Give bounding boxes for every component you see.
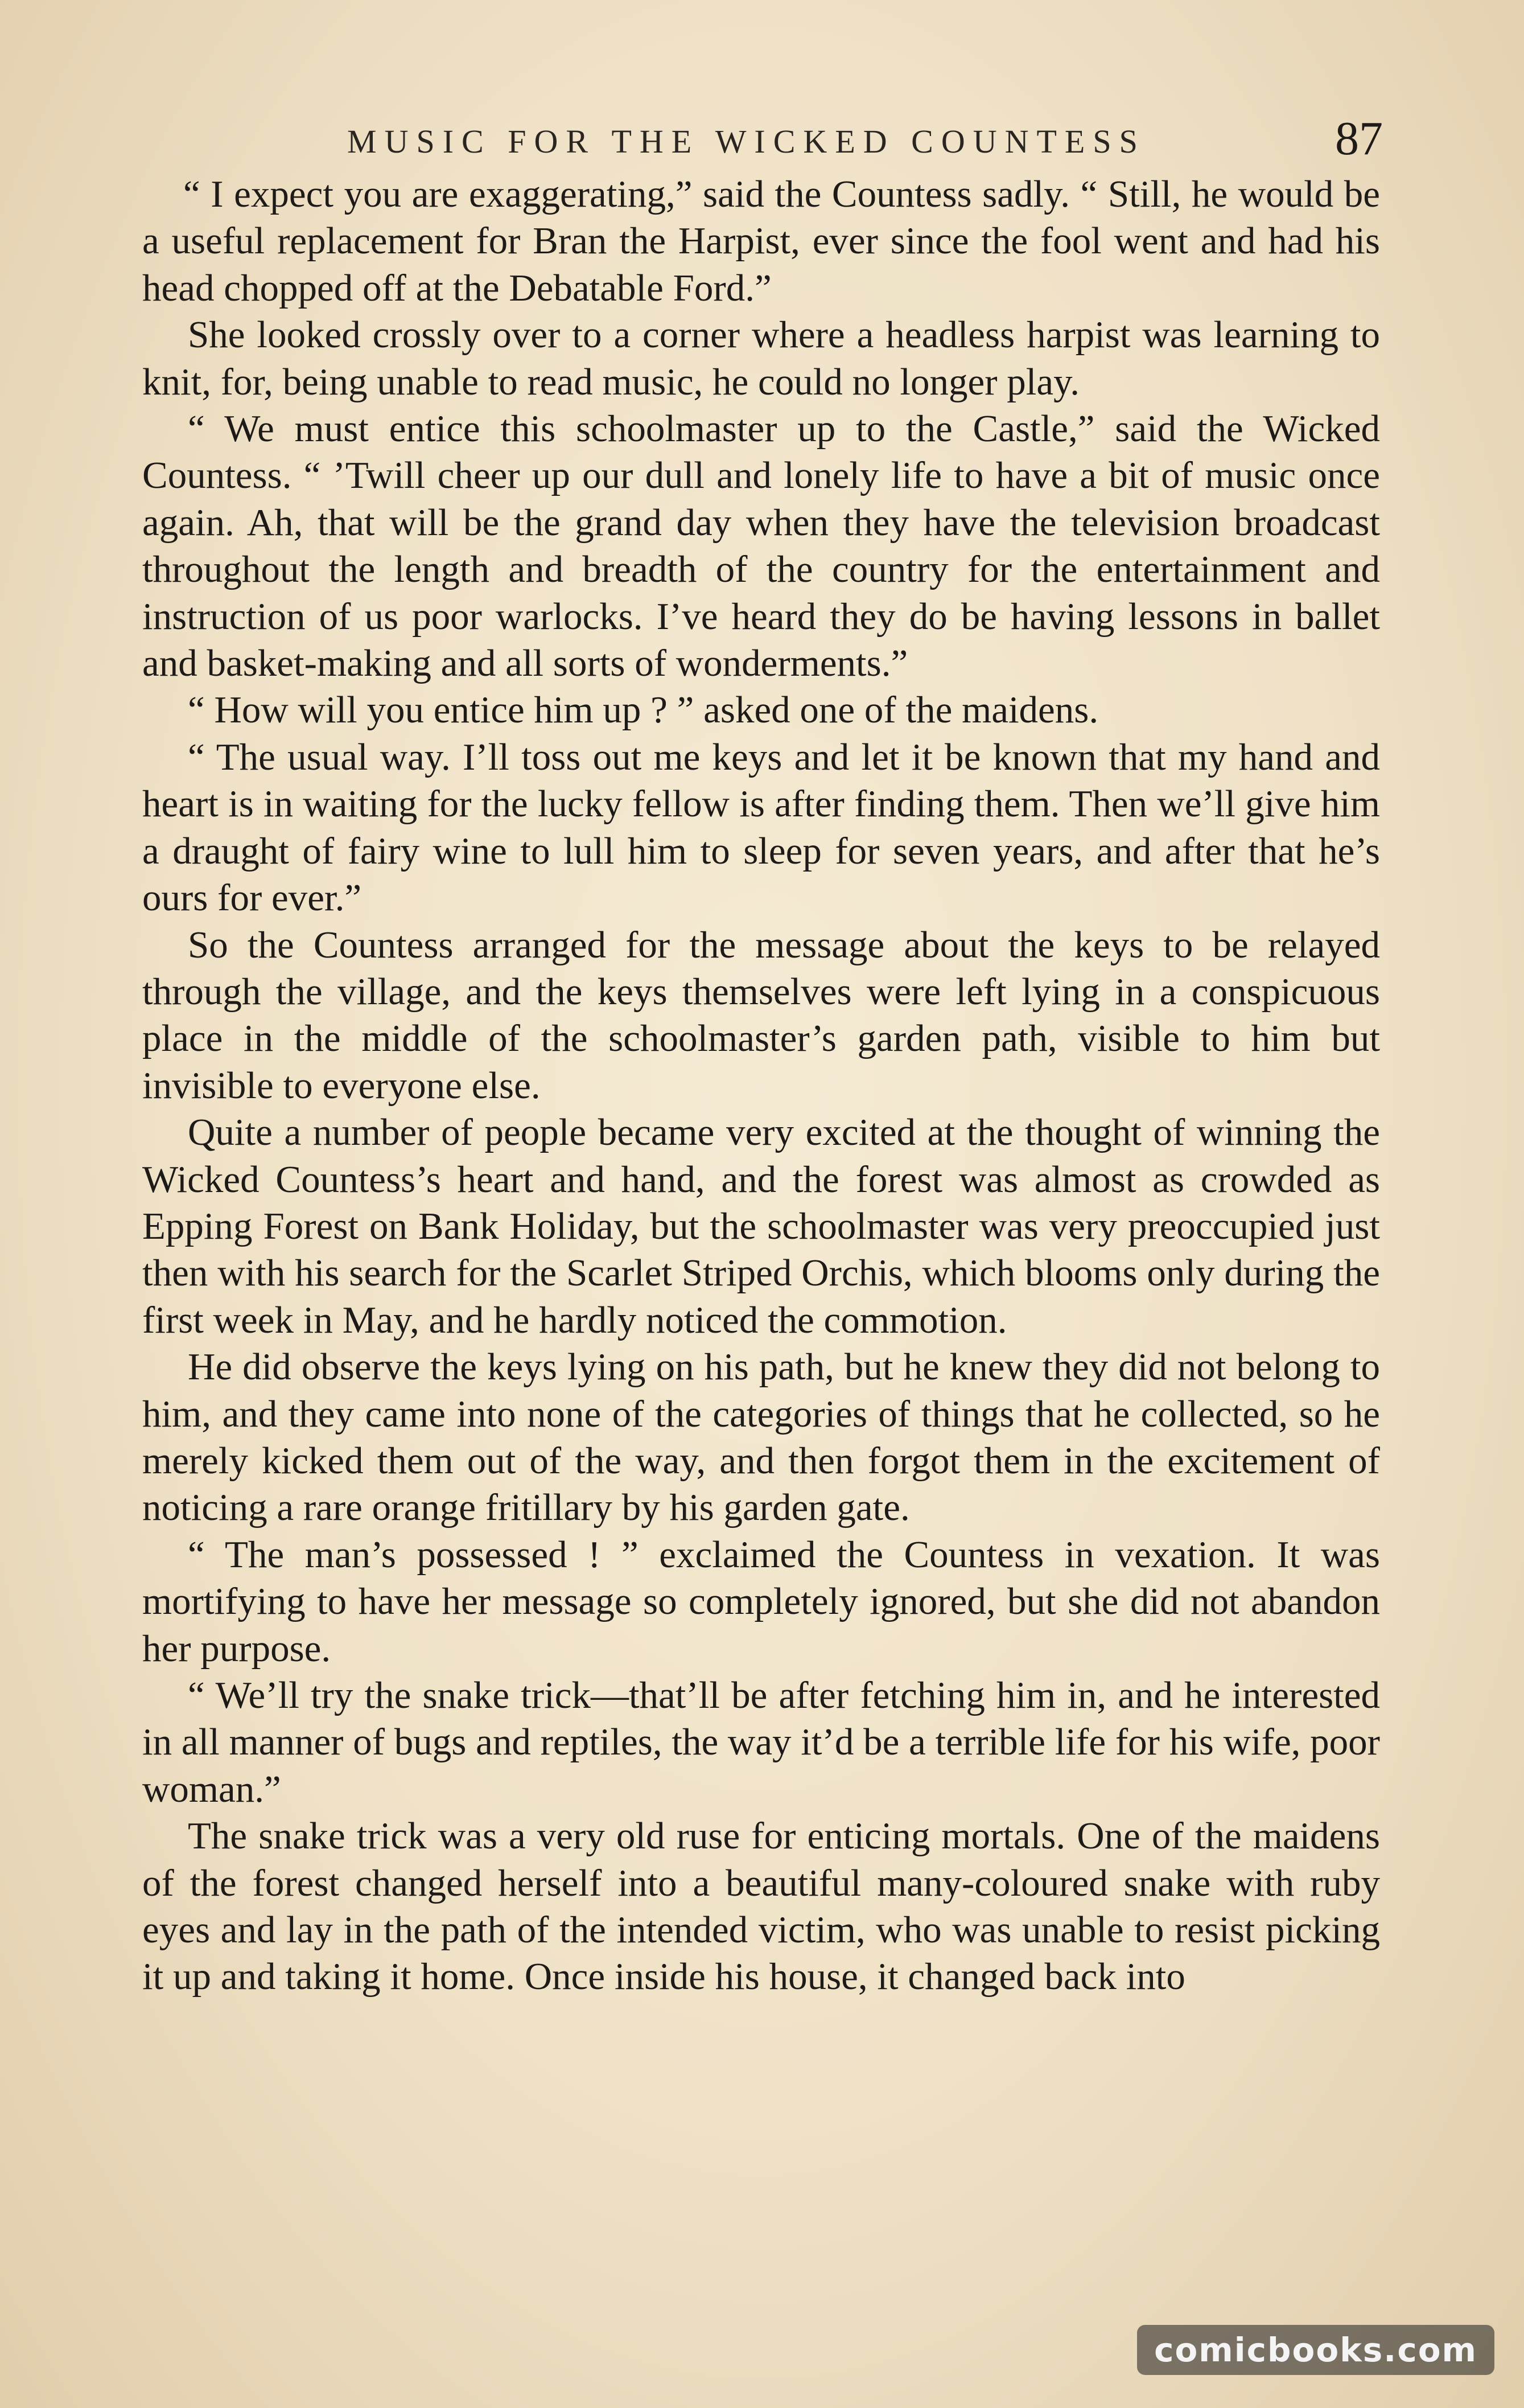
paragraph-1: “ I expect you are exaggerating,” said the Countess sadly. “ Still, he would be a useful replacement for Bran the Harpist, ever since the fool went and had his head chopped off at the Debatable Ford.” bbox=[142, 173, 1380, 309]
paragraph-4: “ How will you entice him up ? ” asked one of the maidens. bbox=[188, 689, 1099, 732]
paragraph-10: “ We’ll try the snake trick—that’ll be after fetching him in, and he interested in all manner of bugs and reptiles, the way it’d be a terrible life for his wife, poor woman.” bbox=[142, 1674, 1380, 1810]
paragraph-7: Quite a number of people became very excited at the thought of winning the Wicked Countess’s heart and hand, and the forest was almost as crowded as Epping Forest on Bank Holiday, but the schoolmaster was very preoccupied just then with his search for the Scarlet Striped Orchis, which blooms only during the first week in May, and he hardly noticed the commotion. bbox=[142, 1111, 1380, 1341]
paragraph-3: “ We must entice this schoolmaster up to the Castle,” said the Wicked Countess. “ ’Twill cheer up our dull and lonely life to have a bit of music once again. Ah, that will be the grand day when they have the television broadcast throughout the length and breadth of the country for the entertainment and instruction of us poor warlocks. I’ve heard they do be having lessons in ballet and basket-making and all sorts of wonderments.” bbox=[142, 408, 1380, 685]
paragraph-8: He did observe the keys lying on his path, but he knew they did not belong to him, and they came into none of the categories of things that he collected, so he merely kicked them out of the way, and then forgot them in the excitement of noticing a rare orange fritillary by his garden gate. bbox=[142, 1346, 1380, 1529]
running-head bbox=[142, 111, 1383, 179]
page-number: 87 bbox=[1335, 112, 1383, 165]
running-title: MUSIC FOR THE WICKED COUNTESS bbox=[347, 123, 1146, 160]
paragraph-6: So the Countess arranged for the message about the keys to be relayed through the village, and the keys themselves were left lying in a conspicuous place in the middle of the schoolmaster’s garden path, visible to him but invisible to everyone else. bbox=[142, 923, 1380, 1107]
paragraph-5: “ The usual way. I’ll toss out me keys and let it be known that my hand and heart is in waiting for the lucky fellow is after finding them. Then we’ll give him a draught of fairy wine to lull him to sleep for seven years, and after that he’s ours for ever.” bbox=[142, 735, 1380, 919]
paragraph-9: “ The man’s possessed ! ” exclaimed the Countess in vexation. It was mortifying to have her message so completely ignored, but she did not abandon her purpose. bbox=[142, 1533, 1380, 1670]
site-watermark: comicbooks.com bbox=[1137, 2325, 1494, 2375]
paragraph-2: She looked crossly over to a corner where a headless harpist was learning to knit, for, being unable to read music, he could no longer play. bbox=[142, 314, 1380, 403]
body-text bbox=[142, 171, 1380, 2000]
paragraph-11: The snake trick was a very old ruse for enticing mortals. One of the maidens of the forest changed herself into a beautiful many-coloured snake with ruby eyes and lay in the path of the intended victim, who was unable to resist picking it up and taking it home. Once inside his house, it changed back into bbox=[142, 1815, 1380, 1998]
